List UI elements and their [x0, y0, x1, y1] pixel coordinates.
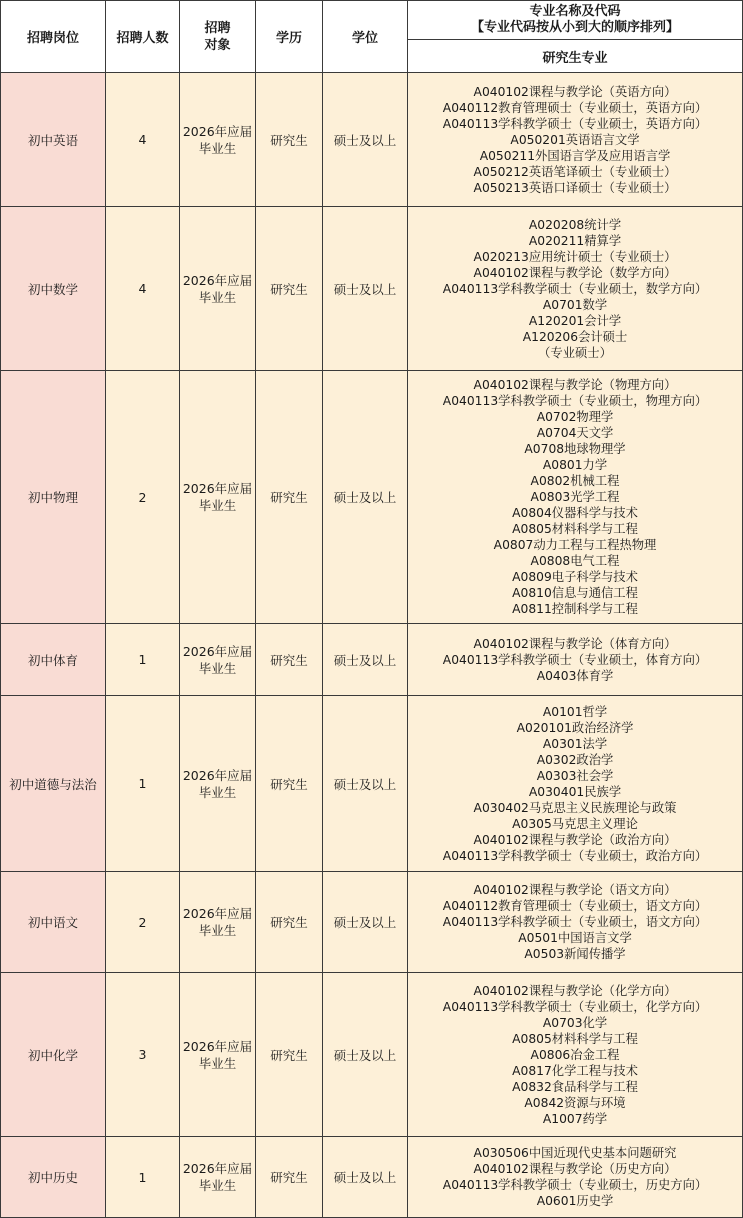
major-item: A040113学科教学硕士（专业硕士，化学方向） — [442, 999, 708, 1014]
majors-cell — [408, 1137, 743, 1218]
major-item: A040102课程与教学论（化学方向） — [473, 983, 677, 998]
table-row — [1, 73, 743, 207]
degree-cell: 硕士及以上 — [323, 207, 408, 371]
major-item: A0305马克思主义理论 — [512, 816, 638, 831]
table-row — [1, 207, 743, 371]
major-item: A040102课程与教学论（数学方向） — [473, 265, 677, 280]
major-item: A0805材料科学与工程 — [512, 1031, 638, 1046]
major-item: （专业硕士） — [538, 345, 612, 360]
majors-cell — [408, 624, 743, 696]
majors-cell — [408, 872, 743, 973]
target-line: 2026年应届 — [182, 906, 253, 921]
major-item: A0302政治学 — [536, 752, 614, 767]
table-row — [1, 973, 743, 1137]
major-item: A040112教育管理硕士（专业硕士，语文方向） — [442, 899, 708, 913]
major-item: A0811控制科学与工程 — [512, 602, 638, 616]
major-item: A120206会计硕士 — [522, 329, 628, 344]
major-item: A0807动力工程与工程热物理 — [493, 538, 657, 552]
education-cell: 研究生 — [256, 207, 323, 371]
major-item: A020211精算学 — [528, 233, 622, 248]
header-target-line2: 对象 — [204, 37, 231, 53]
major-item: A050213英语口译硕士（专业硕士） — [473, 180, 677, 195]
major-item: A030401民族学 — [528, 784, 622, 799]
header-major-title-line1: 专业名称及代码 — [529, 4, 621, 19]
target-line: 毕业生 — [198, 1055, 237, 1071]
majors-cell — [408, 696, 743, 872]
degree-cell: 硕士及以上 — [323, 1137, 408, 1218]
major-item: A040102课程与教学论（历史方向） — [473, 1162, 677, 1176]
major-item: A0403体育学 — [536, 668, 614, 683]
major-item: A0809电子科学与技术 — [512, 570, 638, 584]
post-cell: 初中道德与法治 — [1, 696, 106, 872]
major-item: A040102课程与教学论（政治方向） — [473, 832, 677, 847]
major-item: A030402马克思主义民族理论与政策 — [473, 800, 677, 815]
major-item: A040113学科教学硕士（专业硕士，数学方向） — [442, 281, 708, 296]
post-cell: 初中数学 — [1, 207, 106, 371]
major-item: A0808电气工程 — [530, 554, 620, 568]
header-post: 招聘岗位 — [1, 1, 106, 73]
major-item: A040112教育管理硕士（专业硕士，英语方向） — [442, 100, 708, 115]
degree-cell: 硕士及以上 — [323, 872, 408, 973]
major-item: A050201英语语言文学 — [510, 132, 640, 147]
target-line: 毕业生 — [198, 289, 237, 305]
major-item: A0802机械工程 — [530, 474, 620, 488]
target-line: 2026年应届 — [182, 272, 253, 288]
count-cell: 3 — [106, 973, 180, 1137]
count-cell: 2 — [106, 371, 180, 624]
header-count: 招聘人数 — [106, 1, 180, 73]
major-item: A0810信息与通信工程 — [512, 586, 638, 600]
post-cell: 初中物理 — [1, 371, 106, 624]
major-item: A040113学科教学硕士（专业硕士，英语方向） — [442, 116, 708, 131]
header-major-title — [408, 1, 743, 40]
major-item: A030506中国近现代史基本问题研究 — [473, 1146, 677, 1160]
target-cell — [180, 207, 256, 371]
target-cell — [180, 73, 256, 207]
major-item: A040113学科教学硕士（专业硕士，物理方向） — [442, 394, 708, 408]
table-row — [1, 624, 743, 696]
post-cell: 初中语文 — [1, 872, 106, 973]
table-row — [1, 872, 743, 973]
table-row — [1, 696, 743, 872]
major-item: A0702物理学 — [536, 410, 614, 424]
major-item: A050212英语笔译硕士（专业硕士） — [473, 164, 677, 179]
target-cell — [180, 973, 256, 1137]
majors-cell — [408, 207, 743, 371]
target-cell — [180, 371, 256, 624]
major-item: A040102课程与教学论（语文方向） — [473, 883, 677, 897]
major-item: A0501中国语言文学 — [518, 931, 632, 945]
major-item: A040113学科教学硕士（专业硕士，体育方向） — [442, 652, 708, 667]
major-item: A0805材料科学与工程 — [512, 522, 638, 536]
degree-cell: 硕士及以上 — [323, 696, 408, 872]
major-item: A0303社会学 — [536, 768, 614, 783]
majors-cell — [408, 371, 743, 624]
education-cell: 研究生 — [256, 872, 323, 973]
major-item: A020213应用统计硕士（专业硕士） — [473, 249, 677, 264]
major-item: A0503新闻传播学 — [524, 947, 626, 961]
target-line: 2026年应届 — [182, 123, 253, 139]
table-body — [1, 73, 743, 1218]
post-cell: 初中英语 — [1, 73, 106, 207]
major-item: A0601历史学 — [536, 1194, 614, 1208]
degree-cell: 硕士及以上 — [323, 371, 408, 624]
majors-cell — [408, 73, 743, 207]
table-row — [1, 371, 743, 624]
target-line: 毕业生 — [198, 498, 237, 513]
major-item: A040102课程与教学论（物理方向） — [473, 378, 677, 392]
header-education: 学历 — [256, 1, 323, 73]
education-cell: 研究生 — [256, 1137, 323, 1218]
target-cell — [180, 872, 256, 973]
major-item: A1007药学 — [542, 1111, 608, 1126]
table-row — [1, 1137, 743, 1218]
post-cell: 初中历史 — [1, 1137, 106, 1218]
header-target-line1: 招聘 — [204, 20, 231, 36]
major-item: A040102课程与教学论（英语方向） — [473, 84, 677, 99]
education-cell: 研究生 — [256, 371, 323, 624]
target-line: 2026年应届 — [182, 767, 253, 783]
major-item: A040113学科教学硕士（专业硕士，语文方向） — [442, 915, 708, 929]
major-item: A0708地球物理学 — [524, 442, 626, 456]
major-item: A040102课程与教学论（体育方向） — [473, 636, 677, 651]
count-cell: 4 — [106, 207, 180, 371]
major-item: A0817化学工程与技术 — [512, 1063, 638, 1078]
major-item: A0832食品科学与工程 — [512, 1079, 638, 1094]
major-item: A020208统计学 — [528, 217, 622, 232]
post-cell: 初中体育 — [1, 624, 106, 696]
header-target — [180, 1, 256, 73]
degree-cell: 硕士及以上 — [323, 973, 408, 1137]
header-major-title-line2: 【专业代码按从小到大的顺序排列】 — [470, 20, 679, 35]
header-major-sub: 研究生专业 — [408, 40, 743, 73]
major-item: A0804仪器科学与技术 — [512, 506, 638, 520]
count-cell: 2 — [106, 872, 180, 973]
major-item: A0803光学工程 — [530, 490, 620, 504]
education-cell: 研究生 — [256, 73, 323, 207]
target-cell — [180, 624, 256, 696]
target-line: 毕业生 — [198, 660, 237, 676]
table-header — [1, 1, 743, 73]
major-item: A0301法学 — [542, 736, 608, 751]
count-cell: 1 — [106, 1137, 180, 1218]
target-line: 2026年应届 — [182, 1038, 253, 1054]
major-item: A120201会计学 — [528, 313, 622, 328]
header-degree: 学位 — [323, 1, 408, 73]
major-item: A040113学科教学硕士（专业硕士，政治方向） — [442, 848, 708, 863]
target-line: 2026年应届 — [182, 481, 253, 496]
major-item: A0703化学 — [542, 1015, 608, 1030]
major-item: A050211外国语言学及应用语言学 — [479, 148, 671, 163]
target-line: 2026年应届 — [182, 643, 253, 659]
major-item: A0704天文学 — [536, 426, 614, 440]
major-item: A0701数学 — [542, 297, 608, 312]
target-cell — [180, 1137, 256, 1218]
count-cell: 4 — [106, 73, 180, 207]
degree-cell: 硕士及以上 — [323, 624, 408, 696]
target-line: 2026年应届 — [182, 1161, 253, 1176]
count-cell: 1 — [106, 696, 180, 872]
education-cell: 研究生 — [256, 973, 323, 1137]
target-cell — [180, 696, 256, 872]
major-item: A0101哲学 — [542, 704, 608, 719]
majors-cell — [408, 973, 743, 1137]
major-item: A0806冶金工程 — [530, 1047, 620, 1062]
target-line: 毕业生 — [198, 784, 237, 800]
major-item: A0842资源与环境 — [524, 1095, 626, 1110]
major-item: A0801力学 — [542, 458, 608, 472]
degree-cell: 硕士及以上 — [323, 73, 408, 207]
major-item: A040113学科教学硕士（专业硕士，历史方向） — [442, 1178, 708, 1192]
target-line: 毕业生 — [198, 923, 237, 938]
education-cell: 研究生 — [256, 696, 323, 872]
count-cell: 1 — [106, 624, 180, 696]
post-cell: 初中化学 — [1, 973, 106, 1137]
major-item: A020101政治经济学 — [516, 720, 634, 735]
education-cell: 研究生 — [256, 624, 323, 696]
target-line: 毕业生 — [198, 1178, 237, 1193]
target-line: 毕业生 — [198, 140, 237, 156]
